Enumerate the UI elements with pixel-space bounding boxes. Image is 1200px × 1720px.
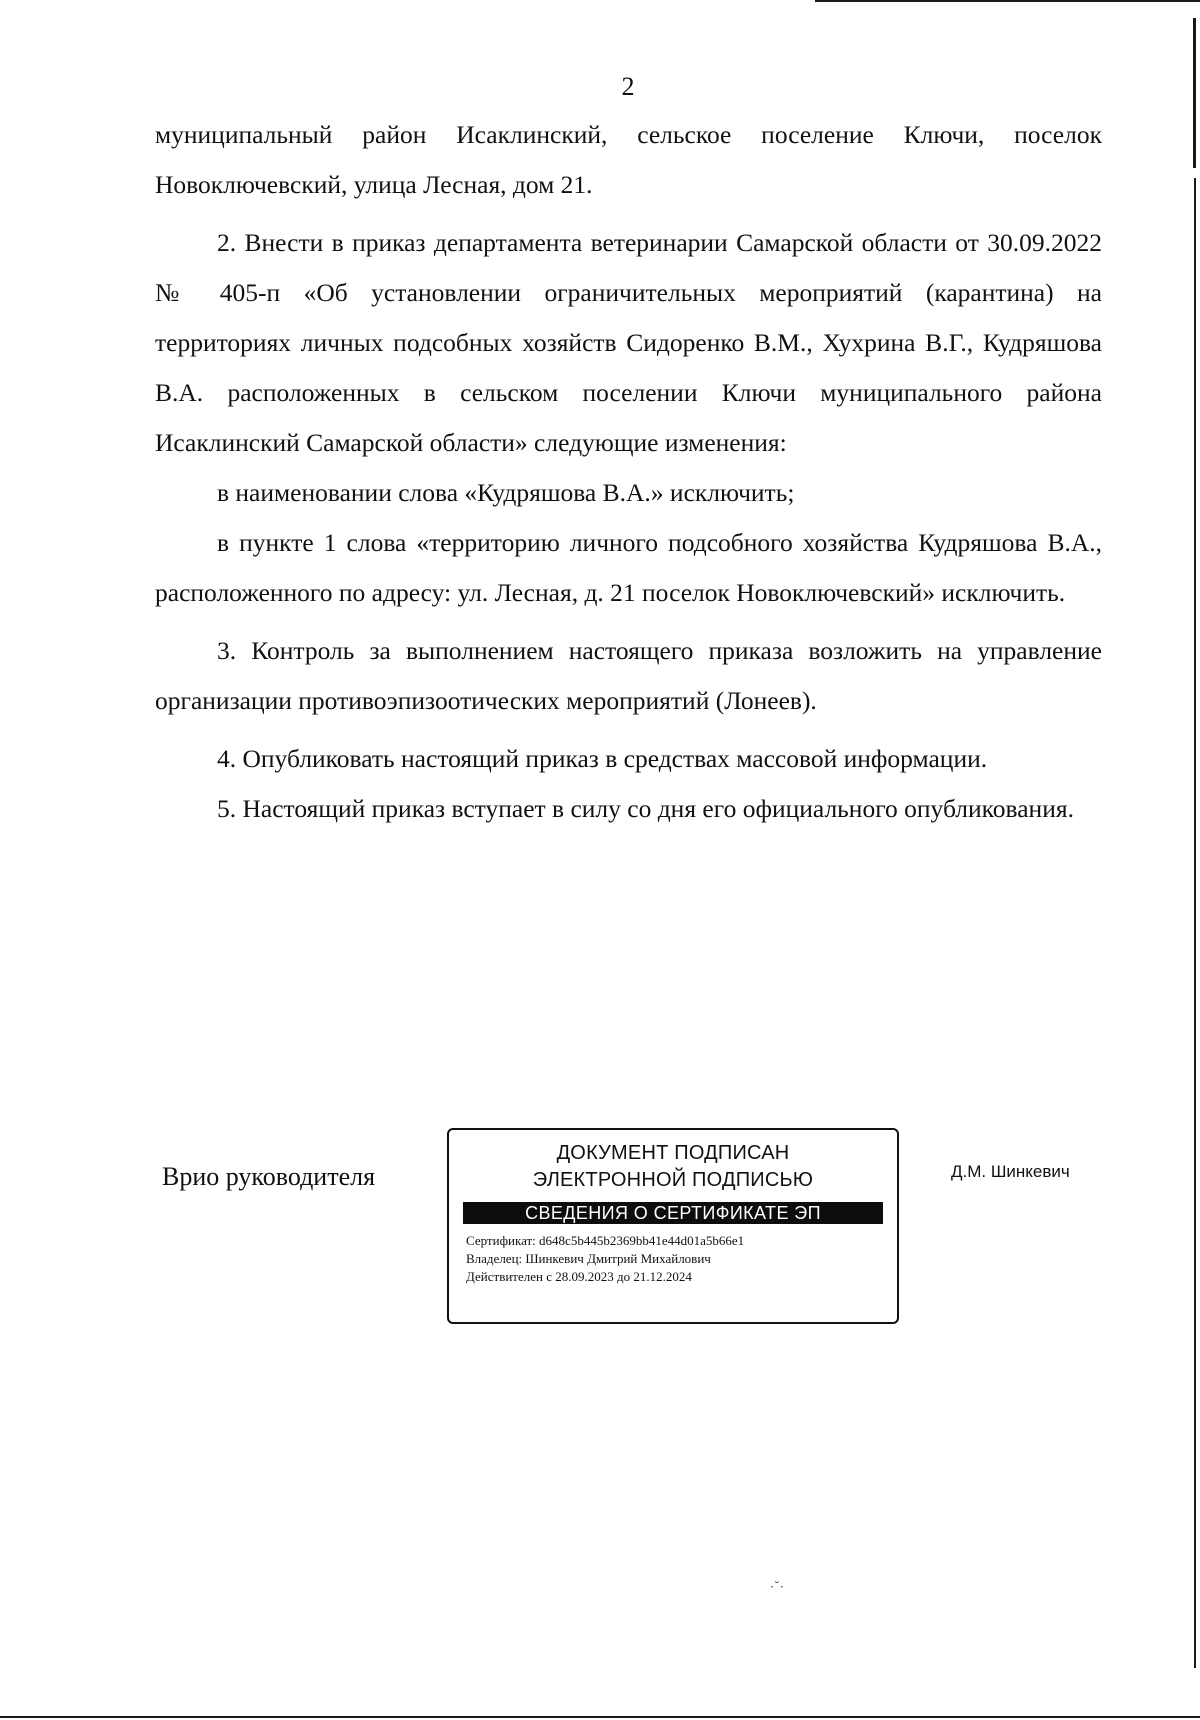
paragraph-change-item-1: в пункте 1 слова «территорию личного подсобного хозяйства Кудряшова В.А., расположенного по адресу: ул. Лесная, д. 21 поселок Новоключевский» исключить. [155, 528, 1102, 607]
scan-border-right-lower [1194, 178, 1196, 1668]
paragraph-item-2: 2. Внести в приказ департамента ветеринарии Самарской области от 30.09.2022 № 405-п «Об установлении ограничительных мероприятий (карантина) на территориях личных подсобных хозяйств Сидоренко В.М., Хухрина В.Г., Кудряшова В.А. расположенных в сельском поселении Ключи муниципального района Исаклинский Самарской области» следующие изменения: [155, 228, 1102, 457]
stamp-certificate-serial: Сертификат: d648c5b445b2369bb41e44d01a5b66e1 [466, 1233, 745, 1248]
paragraph-address-continuation: муниципальный район Исаклинский, сельское поселение Ключи, поселок Новоключевский, улица Лесная, дом 21. [155, 120, 1102, 199]
scan-specks: ·˘· [770, 1580, 784, 1594]
scan-border-bottom [0, 1716, 1200, 1718]
document-body [155, 110, 1102, 834]
page-number: 2 [621, 72, 635, 101]
paragraph-item-4: 4. Опубликовать настоящий приказ в средствах массовой информации. [217, 744, 988, 773]
stamp-certificate-validity: Действителен с 28.09.2023 до 21.12.2024 [466, 1269, 692, 1284]
stamp-certificate-header: СВЕДЕНИЯ О СЕРТИФИКАТЕ ЭП [463, 1202, 883, 1224]
paragraph-item-3: 3. Контроль за выполнением настоящего приказа возложить на управление организации противоэпизоотических мероприятий (Лонеев). [155, 636, 1102, 715]
scan-border-top [815, 0, 1200, 2]
stamp-title-line-2: ЭЛЕКТРОННОЙ ПОДПИСЬЮ [532, 1169, 814, 1191]
paragraph-item-5: 5. Настоящий приказ вступает в силу со дня его официального опубликования. [217, 794, 1074, 823]
signer-position: Врио руководителя [162, 1162, 376, 1191]
stamp-certificate-owner: Владелец: Шинкевич Дмитрий Михайлович [466, 1251, 711, 1266]
stamp-certificate-details [466, 1232, 897, 1286]
signer-name: Д.М. Шинкевич [951, 1162, 1070, 1181]
electronic-signature-stamp [447, 1128, 899, 1324]
signature-block [0, 1128, 1200, 1328]
paragraph-change-title: в наименовании слова «Кудряшова В.А.» исключить; [217, 478, 795, 507]
stamp-title-line-1: ДОКУМЕНТ ПОДПИСАН [556, 1142, 790, 1164]
